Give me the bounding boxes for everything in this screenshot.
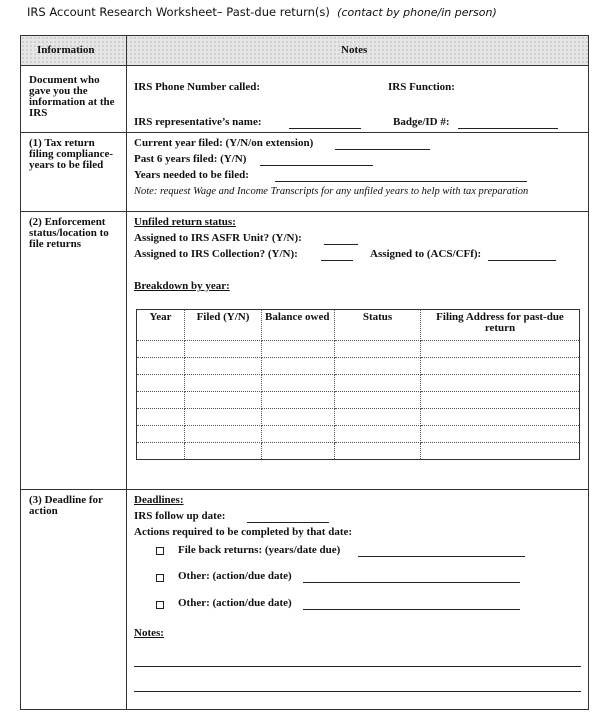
notes-heading: Notes: <box>134 627 164 639</box>
action-item-label: Other: (action/due date) <box>178 570 292 582</box>
collection-blank[interactable] <box>321 260 353 261</box>
badge-id-blank[interactable] <box>458 128 558 129</box>
breakdown-table <box>136 309 580 460</box>
table-row <box>137 375 580 392</box>
table-cell[interactable] <box>421 358 580 375</box>
col-filing-address: Filing Address for past-due return <box>421 310 580 341</box>
checkbox[interactable] <box>156 601 164 609</box>
title-main: IRS Account Research Worksheet– Past-due return(s) <box>27 5 330 19</box>
current-year-label: Current year filed: (Y/N/on extension) <box>134 137 314 149</box>
notes-line[interactable] <box>134 666 581 667</box>
table-cell[interactable] <box>421 341 580 358</box>
irs-function-label: IRS Function: <box>388 81 455 93</box>
table-row <box>137 358 580 375</box>
table-cell[interactable] <box>137 375 185 392</box>
section-divider <box>21 132 588 133</box>
document-label: Document who gave you the information at the IRS <box>29 74 115 119</box>
table-cell[interactable] <box>335 392 421 409</box>
breakdown-heading: Breakdown by year: <box>134 280 230 292</box>
table-cell[interactable] <box>185 426 262 443</box>
column-divider <box>126 36 127 709</box>
assigned-to-label: Assigned to (ACS/CFf): <box>370 248 482 260</box>
col-year: Year <box>137 310 185 341</box>
breakdown-header-row <box>137 310 580 341</box>
title-subtitle: (contact by phone/in person) <box>337 6 497 19</box>
current-year-blank[interactable] <box>335 149 430 150</box>
table-cell[interactable] <box>421 375 580 392</box>
table-row <box>137 426 580 443</box>
table-cell[interactable] <box>262 392 335 409</box>
action-item-blank[interactable] <box>303 609 520 610</box>
table-cell[interactable] <box>185 358 262 375</box>
collection-label: Assigned to IRS Collection? (Y/N): <box>134 248 298 260</box>
rep-name-label: IRS representative’s name: <box>134 116 262 128</box>
table-cell[interactable] <box>335 358 421 375</box>
table-cell[interactable] <box>185 443 262 460</box>
table-cell[interactable] <box>137 341 185 358</box>
table-cell[interactable] <box>137 392 185 409</box>
table-row <box>137 443 580 460</box>
table-cell[interactable] <box>335 375 421 392</box>
action-item-blank[interactable] <box>303 582 520 583</box>
years-needed-label: Years needed to be filed: <box>134 169 249 181</box>
transcript-note: Note: request Wage and Income Transcripts for any unfiled years to help with tax preparation <box>134 186 529 197</box>
table-cell[interactable] <box>137 358 185 375</box>
tax-return-label: (1) Tax return filing compliance- years to be filed <box>29 137 114 171</box>
table-cell[interactable] <box>335 443 421 460</box>
table-cell[interactable] <box>335 341 421 358</box>
table-cell[interactable] <box>262 341 335 358</box>
deadline-label: (3) Deadline for action <box>29 494 103 517</box>
col-balance: Balance owed <box>262 310 335 341</box>
section-divider <box>21 211 588 212</box>
header-notes: Notes <box>341 44 368 56</box>
table-cell[interactable] <box>137 426 185 443</box>
table-cell[interactable] <box>262 443 335 460</box>
deadlines-heading: Deadlines: <box>134 494 184 506</box>
notes-line[interactable] <box>134 691 581 692</box>
header-row <box>21 36 588 66</box>
follow-up-label: IRS follow up date: <box>134 510 226 522</box>
past-6-years-blank[interactable] <box>260 165 373 166</box>
table-row <box>137 341 580 358</box>
worksheet-table <box>20 35 589 710</box>
table-cell[interactable] <box>262 426 335 443</box>
col-filed: Filed (Y/N) <box>185 310 262 341</box>
past-6-years-label: Past 6 years filed: (Y/N) <box>134 153 247 165</box>
table-cell[interactable] <box>421 392 580 409</box>
table-cell[interactable] <box>137 409 185 426</box>
asfr-label: Assigned to IRS ASFR Unit? (Y/N): <box>134 232 302 244</box>
header-information: Information <box>37 44 95 56</box>
table-cell[interactable] <box>262 358 335 375</box>
years-needed-blank[interactable] <box>275 181 527 182</box>
unfiled-status-heading: Unfiled return status: <box>134 216 236 228</box>
phone-called-label: IRS Phone Number called: <box>134 81 260 93</box>
checkbox[interactable] <box>156 547 164 555</box>
table-cell[interactable] <box>185 409 262 426</box>
section-divider <box>21 489 588 490</box>
table-row <box>137 409 580 426</box>
action-item-label: Other: (action/due date) <box>178 597 292 609</box>
table-cell[interactable] <box>421 443 580 460</box>
table-cell[interactable] <box>421 409 580 426</box>
table-cell[interactable] <box>185 392 262 409</box>
enforcement-label: (2) Enforcement status/location to file returns <box>29 216 109 250</box>
table-cell[interactable] <box>185 375 262 392</box>
table-cell[interactable] <box>335 409 421 426</box>
actions-label: Actions required to be completed by that date: <box>134 526 353 538</box>
action-item-blank[interactable] <box>358 556 525 557</box>
col-status: Status <box>335 310 421 341</box>
table-row <box>137 392 580 409</box>
follow-up-blank[interactable] <box>247 522 329 523</box>
worksheet-title <box>27 5 497 19</box>
assigned-to-blank[interactable] <box>488 260 556 261</box>
asfr-blank[interactable] <box>324 244 358 245</box>
badge-id-label: Badge/ID #: <box>393 116 450 128</box>
table-cell[interactable] <box>185 341 262 358</box>
table-cell[interactable] <box>421 426 580 443</box>
rep-name-blank[interactable] <box>289 128 361 129</box>
table-cell[interactable] <box>335 426 421 443</box>
table-cell[interactable] <box>262 375 335 392</box>
table-cell[interactable] <box>137 443 185 460</box>
table-cell[interactable] <box>262 409 335 426</box>
action-item-label: File back returns: (years/date due) <box>178 544 341 556</box>
checkbox[interactable] <box>156 574 164 582</box>
